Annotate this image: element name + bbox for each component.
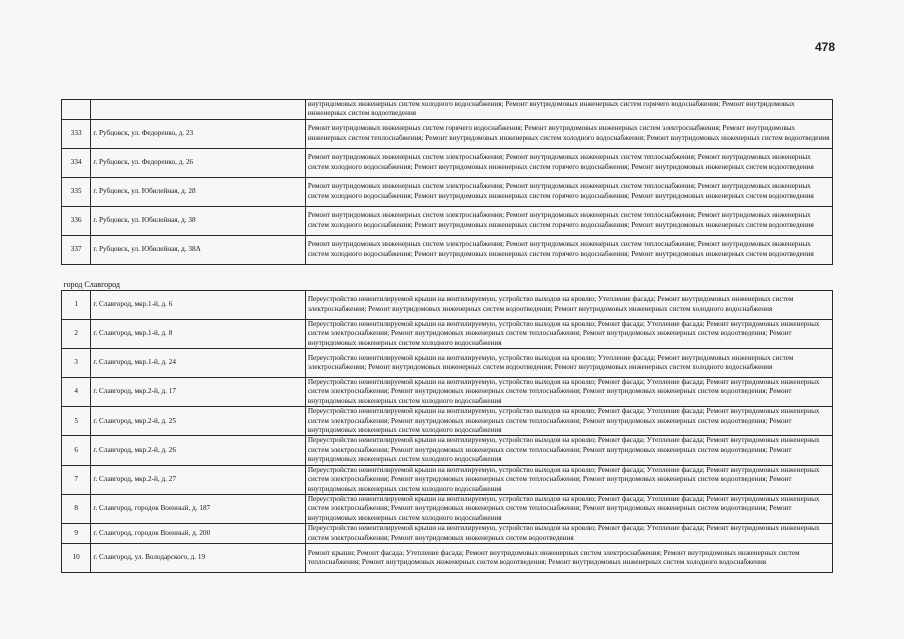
- row-number: 4: [62, 378, 91, 407]
- row-works: Переустройство невентилируемой крыши на вентилируемую, устройство выходов на кровлю; Ремонт фасада; Утепление фасада; Ремонт внутридомовых инженерных систем электроснабжения; Ремонт внутридомовых инженерных систем теплоснабжения; Ремонт внутридомовых инженерных систем водоотведения; Ремонт внутридомовых инженерных систем холодного водоснабжения: [305, 319, 832, 348]
- row-number: 333: [62, 119, 91, 148]
- row-works: Ремонт внутридомовых инженерных систем электроснабжения; Ремонт внутридомовых инженерных систем теплоснабжения; Ремонт внутридомовых инженерных систем холодного водоснабжения; Ремонт внутридомовых инженерных систем горячего водоснабжения; Ремонт внутридомовых инженерных систем водоотведения: [305, 235, 832, 264]
- row-number: 7: [62, 465, 91, 494]
- table-row: [62, 235, 833, 264]
- row-number: 1: [62, 290, 91, 319]
- row-works: Ремонт внутридомовых инженерных систем горячего водоснабжения; Ремонт внутридомовых инженерных систем электроснабжения; Ремонт внутридомовых инженерных систем теплоснабжения; Ремонт внутридомовых инженерных систем холодного водоснабжения; Ремонт внутридомовых инженерных систем водоотведения: [305, 119, 832, 148]
- row-number: 8: [62, 494, 91, 523]
- row-works: Переустройство невентилируемой крыши на вентилируемую, устройство выходов на кровлю; Ремонт фасада; Утепление фасада; Ремонт внутридомовых инженерных систем электроснабжения; Ремонт внутридомовых инженерных систем теплоснабжения; Ремонт внутридомовых инженерных систем водоотведения; Ремонт внутридомовых инженерных систем холодного водоснабжения: [305, 436, 832, 465]
- row-address: г. Славгород, ул. Володарского, д. 19: [91, 543, 306, 572]
- city-heading-row: [62, 264, 833, 290]
- row-works: Переустройство невентилируемой крыши на вентилируемую, устройство выходов на кровлю; Ремонт фасада; Утепление фасада; Ремонт внутридомовых инженерных систем электроснабжения; Ремонт внутридомовых инженерных систем теплоснабжения; Ремонт внутридомовых инженерных систем водоотведения; Ремонт внутридомовых инженерных систем холодного водоснабжения: [305, 465, 832, 494]
- row-works: Переустройство невентилируемой крыши на вентилируемую, устройство выходов на кровлю; Ремонт фасада; Утепление фасада; Ремонт внутридомовых инженерных систем электроснабжения; Ремонт внутридомовых инженерных систем водоотведения: [305, 524, 832, 544]
- row-address: г. Рубцовск, ул. Федоренко, д. 23: [91, 119, 306, 148]
- row-address: г. Славгород, мкр.1-й, д. 6: [91, 290, 306, 319]
- row-address: г. Славгород, мкр.2-й, д. 26: [91, 436, 306, 465]
- table-row: [62, 349, 833, 378]
- row-address: г. Рубцовск, ул. Юбилейная, д. 28: [91, 177, 306, 206]
- row-address: г. Славгород, мкр.1-й, д. 8: [91, 319, 306, 348]
- row-address: г. Рубцовск, ул. Юбилейная, д. 38: [91, 206, 306, 235]
- city-section: [62, 264, 833, 290]
- row-works: Переустройство невентилируемой крыши на вентилируемую, устройство выходов на кровлю; Ремонт фасада; Утепление фасада; Ремонт внутридомовых инженерных систем электроснабжения; Ремонт внутридомовых инженерных систем теплоснабжения; Ремонт внутридомовых инженерных систем водоотведения; Ремонт внутридомовых инженерных систем холодного водоснабжения: [305, 407, 832, 436]
- table-row: [62, 407, 833, 436]
- row-address: г. Славгород, городок Военный, д. 187: [91, 494, 306, 523]
- row-address: г. Славгород, мкр.2-й, д. 17: [91, 378, 306, 407]
- rubtsovsk-rows: [62, 100, 833, 265]
- table-row: [62, 319, 833, 348]
- row-number: 334: [62, 148, 91, 177]
- works-table: [61, 99, 833, 573]
- row-address: г. Славгород, мкр.1-й, д. 24: [91, 349, 306, 378]
- page-number: 478: [815, 40, 836, 54]
- table-row: [62, 290, 833, 319]
- row-works: Ремонт внутридомовых инженерных систем электроснабжения; Ремонт внутридомовых инженерных систем теплоснабжения; Ремонт внутридомовых инженерных систем холодного водоснабжения; Ремонт внутридомовых инженерных систем горячего водоснабжения; Ремонт внутридомовых инженерных систем водоотведения: [305, 177, 832, 206]
- row-works: Переустройство невентилируемой крыши на вентилируемую, устройство выходов на кровлю; Ремонт фасада; Утепление фасада; Ремонт внутридомовых инженерных систем электроснабжения; Ремонт внутридомовых инженерных систем теплоснабжения; Ремонт внутридомовых инженерных систем водоотведения; Ремонт внутридомовых инженерных систем холодного водоснабжения: [305, 494, 832, 523]
- row-number: 3: [62, 349, 91, 378]
- row-number: 9: [62, 524, 91, 544]
- table-row: [62, 524, 833, 544]
- table-row: [62, 177, 833, 206]
- row-works: внутридомовых инженерных систем холодного водоснабжения; Ремонт внутридомовых инженерных систем горячего водоснабжения; Ремонт внутридомовых инженерных систем водоотведения: [305, 100, 832, 120]
- row-address: г. Славгород, мкр.2-й, д. 27: [91, 465, 306, 494]
- row-address: г. Славгород, городок Военный, д. 200: [91, 524, 306, 544]
- table-row: [62, 494, 833, 523]
- table-row: [62, 465, 833, 494]
- row-address: г. Рубцовск, ул. Федоренко, д. 26: [91, 148, 306, 177]
- row-address: г. Славгород, мкр.2-й, д. 25: [91, 407, 306, 436]
- table-row: [62, 436, 833, 465]
- table-row: [62, 100, 833, 120]
- row-works: Ремонт внутридомовых инженерных систем электроснабжения; Ремонт внутридомовых инженерных систем теплоснабжения; Ремонт внутридомовых инженерных систем холодного водоснабжения; Ремонт внутридомовых инженерных систем горячего водоснабжения; Ремонт внутридомовых инженерных систем водоотведения: [305, 206, 832, 235]
- row-number: 336: [62, 206, 91, 235]
- table-row: [62, 543, 833, 572]
- row-number: [62, 100, 91, 120]
- slavgorod-rows: [62, 290, 833, 572]
- row-address: г. Рубцовск, ул. Юбилейная, д. 38А: [91, 235, 306, 264]
- row-address: [91, 100, 306, 120]
- city-heading: город Славгород: [62, 264, 833, 290]
- row-number: 2: [62, 319, 91, 348]
- row-works: Ремонт крыши; Ремонт фасада; Утепление фасада; Ремонт внутридомовых инженерных систем электроснабжения; Ремонт внутридомовых инженерных систем теплоснабжения; Ремонт внутридомовых инженерных систем водоотведения; Ремонт внутридомовых инженерных систем холодного водоснабжения: [305, 543, 832, 572]
- row-works: Переустройство невентилируемой крыши на вентилируемую, устройство выходов на кровлю; Утепление фасада; Ремонт внутридомовых инженерных систем электроснабжения; Ремонт внутридомовых инженерных систем водоотведения; Ремонт внутридомовых инженерных систем холодного водоснабжения: [305, 349, 832, 378]
- row-number: 10: [62, 543, 91, 572]
- row-number: 5: [62, 407, 91, 436]
- table-row: [62, 119, 833, 148]
- row-number: 335: [62, 177, 91, 206]
- row-number: 6: [62, 436, 91, 465]
- table-row: [62, 378, 833, 407]
- row-works: Ремонт внутридомовых инженерных систем электроснабжения; Ремонт внутридомовых инженерных систем теплоснабжения; Ремонт внутридомовых инженерных систем холодного водоснабжения; Ремонт внутридомовых инженерных систем горячего водоснабжения; Ремонт внутридомовых инженерных систем водоотведения: [305, 148, 832, 177]
- row-works: Переустройство невентилируемой крыши на вентилируемую, устройство выходов на кровлю; Утепление фасада; Ремонт внутридомовых инженерных систем электроснабжения; Ремонт внутридомовых инженерных систем водоотведения; Ремонт внутридомовых инженерных систем холодного водоснабжения: [305, 290, 832, 319]
- table-row: [62, 206, 833, 235]
- row-works: Переустройство невентилируемой крыши на вентилируемую, устройство выходов на кровлю; Ремонт фасада; Утепление фасада; Ремонт внутридомовых инженерных систем электроснабжения; Ремонт внутридомовых инженерных систем теплоснабжения; Ремонт внутридомовых инженерных систем водоотведения; Ремонт внутридомовых инженерных систем холодного водоснабжения: [305, 378, 832, 407]
- table-row: [62, 148, 833, 177]
- row-number: 337: [62, 235, 91, 264]
